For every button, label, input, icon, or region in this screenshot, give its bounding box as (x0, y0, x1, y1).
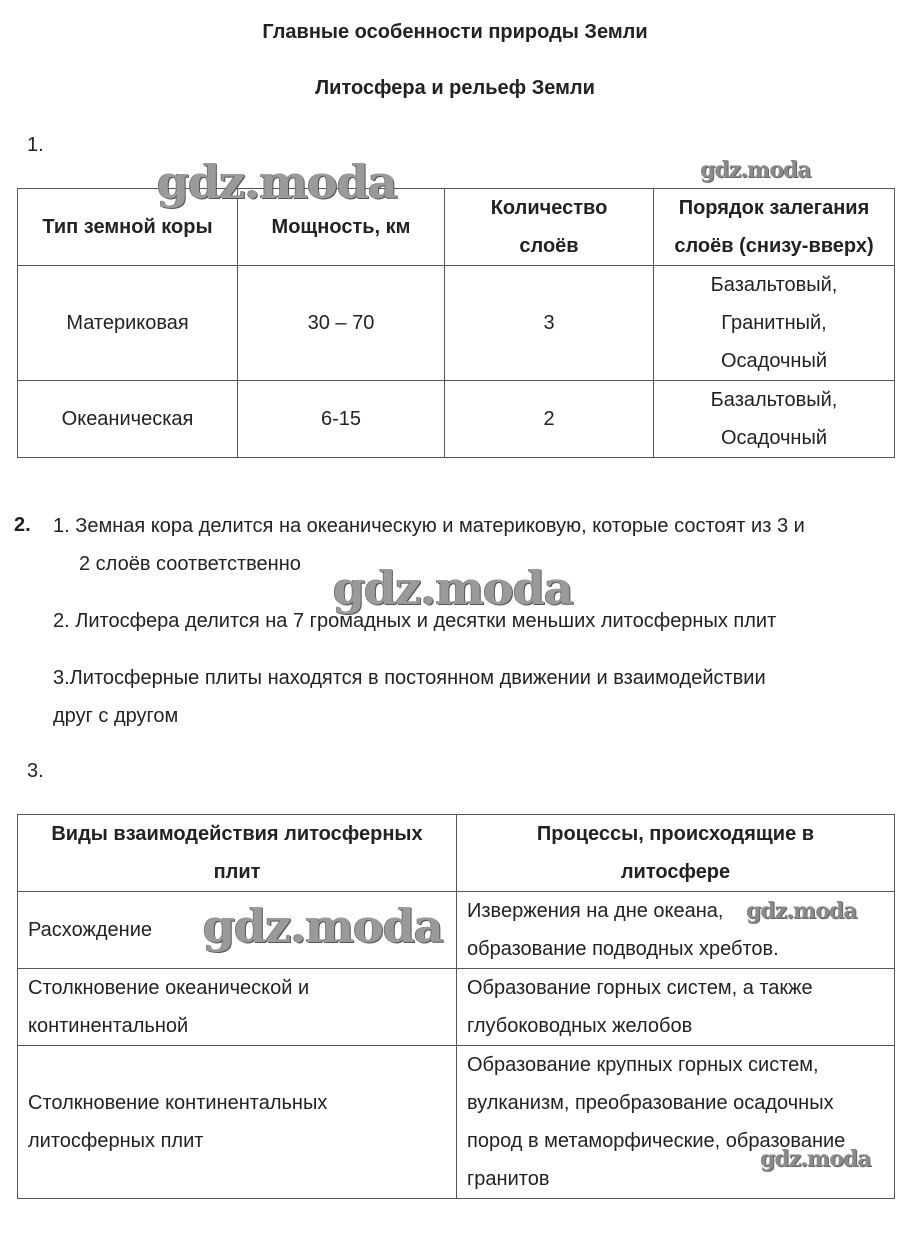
table-row (18, 266, 895, 381)
task2-list (53, 507, 903, 735)
interaction-line: континентальной (28, 1015, 189, 1037)
watermark-logo: gdz.moda (760, 1146, 871, 1172)
cell-order (654, 381, 895, 458)
list-item: 3.Литосферные плиты находятся в постоянном движении и взаимодействии (53, 667, 766, 689)
table-row (18, 892, 895, 969)
watermark-logo: gdz.moda (333, 561, 573, 615)
table-row (18, 1046, 895, 1199)
process-line: Образование крупных горных систем, (467, 1054, 819, 1076)
plates-table (17, 814, 895, 1199)
process-line: Образование горных систем, а также (467, 977, 813, 999)
order-line: Гранитный, (721, 312, 827, 334)
table-row (18, 969, 895, 1046)
order-line: Осадочный (720, 427, 828, 449)
cell-order (654, 266, 895, 381)
header-order-text: Порядок залегания слоёв (снизу-вверх) (674, 197, 874, 257)
header-processes (457, 815, 895, 892)
cell-layers: 3 (445, 266, 654, 381)
process-line: Извержения на дне океана, (467, 900, 724, 922)
cell-interaction (18, 1046, 457, 1199)
header-processes-text: Процессы, происходящие в литосфере (536, 823, 815, 883)
process-line: пород в метаморфические, образование (467, 1130, 846, 1152)
cell-process (457, 892, 895, 969)
cell-thickness: 30 – 70 (238, 266, 445, 381)
order-line: Базальтовый, (710, 274, 838, 296)
list-item: 1. Земная кора делится на океаническую и материковую, которые состоят из 3 и (53, 515, 805, 537)
order-line: Осадочный (720, 350, 828, 372)
header-order (654, 189, 895, 266)
list-item: 2 слоёв соответственно (79, 553, 301, 575)
cell-type: Материковая (18, 266, 238, 381)
header-interaction-text: Виды взаимодействия литосферных плит (51, 823, 423, 883)
cell-interaction: Расхождение (18, 892, 457, 969)
header-layers-text: Количество слоёв (490, 197, 608, 257)
task1-number: 1. (27, 134, 44, 156)
process-line: образование подводных хребтов. (467, 938, 779, 960)
watermark-logo: gdz.moda (203, 899, 443, 953)
interaction-line: Столкновение континентальных (28, 1092, 328, 1114)
cell-layers: 2 (445, 381, 654, 458)
cell-interaction (18, 969, 457, 1046)
cell-type: Океаническая (18, 381, 238, 458)
header-layers (445, 189, 654, 266)
watermark-logo: gdz.moda (157, 155, 397, 209)
cell-thickness: 6-15 (238, 381, 445, 458)
watermark-logo: gdz.moda (700, 157, 811, 183)
task2-number: 2. (14, 514, 31, 536)
task3-number: 3. (27, 760, 44, 782)
cell-process (457, 1046, 895, 1199)
crust-table (17, 188, 895, 458)
header-thickness: Мощность, км (238, 189, 445, 266)
cell-process (457, 969, 895, 1046)
header-interaction (18, 815, 457, 892)
page-title: Главные особенности природы Земли (262, 21, 648, 43)
crust-table-header (18, 189, 895, 266)
process-line: вулканизм, преобразование осадочных (467, 1092, 834, 1114)
interaction-line: Столкновение океанической и (28, 977, 310, 999)
process-line: глубоководных желобов (467, 1015, 693, 1037)
list-item: друг с другом (53, 705, 179, 727)
interaction-line: литосферных плит (28, 1130, 204, 1152)
page-subtitle: Литосфера и рельеф Земли (315, 77, 595, 99)
process-line: гранитов (467, 1168, 550, 1190)
watermark-logo: gdz.moda (746, 898, 857, 924)
list-item: 2. Литосфера делится на 7 громадных и десятки меньших литосферных плит (53, 610, 777, 632)
header-type: Тип земной коры (18, 189, 238, 266)
table-row (18, 381, 895, 458)
order-line: Базальтовый, (710, 389, 838, 411)
plates-table-header (18, 815, 895, 892)
